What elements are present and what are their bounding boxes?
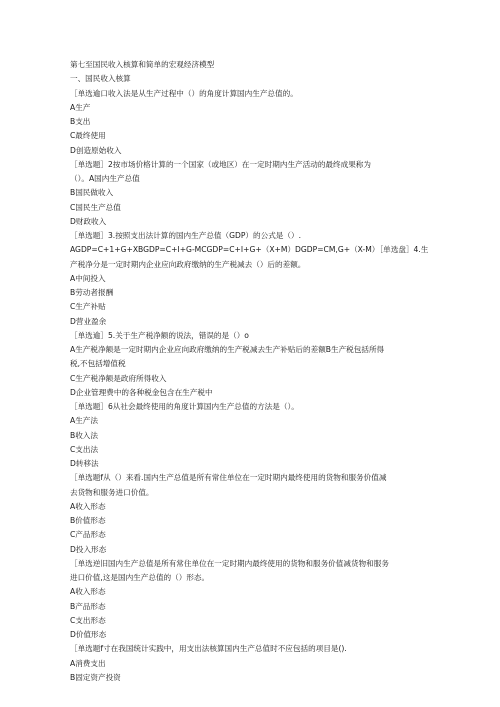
text-line: A生产 [70, 102, 91, 112]
text-line: ［单选逾口收入法是从生产过程中（）的角度计算国内生产总值的。 [70, 88, 298, 98]
document-page [70, 58, 435, 685]
section-heading: 一、国民收入核算 [70, 74, 131, 84]
text-line: AGDP=C+1+G+XBGDP=C+I+G-MCGDP=C+I+G+（X+M）DGDP=CM,G+（X-M）［单选盘］4.生 [70, 245, 429, 255]
text-line: C生产税净额是政府所得收入 [70, 373, 167, 383]
document-body [70, 87, 435, 686]
text-line: B价值形态 [70, 516, 106, 525]
text-line: B国民做收入 [70, 188, 114, 198]
text-line: A生产税净额是一定时期内企业应向政府缴纳的生产税减去生产补贴后的差额B生产税包括所得 [70, 345, 385, 354]
text-line: B劳动者报酬 [70, 288, 114, 297]
text-line: B固定资产投资 [70, 672, 121, 682]
text-line: C国民生产总值 [70, 202, 121, 212]
text-line: A消费支出 [70, 658, 106, 668]
text-line: C支出形态 [70, 615, 106, 625]
text-line: D创造原始收入 [70, 145, 122, 155]
text-line: D企业管理费中的各种税金包含在生产税中 [70, 387, 213, 397]
text-line: 产税净分是一定时期内企业应向政府缴纳的生产税减去（）后的差额。 [70, 259, 306, 269]
text-line: ［单选题］3.按照支出法计算的国内生产总值（GDP）的公式是（）. [70, 231, 301, 240]
text-line: 税,不包括增值税 [70, 359, 126, 369]
text-line: 进口价值,这是国内生产总值的（）形态。 [70, 573, 210, 582]
text-line: D转移法 [70, 459, 99, 468]
text-line: ［单选题］6从社会最终使用的角度计算国内生产总值的方法是（）。 [70, 402, 299, 411]
document-title: 第七至国民收入核算和简单的宏观经济模型 [70, 60, 215, 69]
text-line: C支出法 [70, 444, 99, 454]
text-line: ［单选题f寸在我国统计实践中，用支出法核算国内生产总值时不应包括的项目是(). [70, 644, 347, 654]
text-line: A收入形态 [70, 501, 106, 511]
text-line: ［单选逾］5.关于生产税净额的说法，错误的是（）o [70, 330, 249, 340]
text-line: B产品形态 [70, 601, 106, 611]
text-line: （）。A国内生产总值 [70, 174, 140, 183]
text-line: D营业盈余 [70, 316, 107, 326]
text-line: A生产法 [70, 416, 98, 426]
text-line: 去货物和服务进口价值。 [70, 487, 154, 497]
text-line: A收入形态 [70, 587, 106, 597]
text-line: ［单选题f从（）来看.国内生产总值是所有常住单位在一定时期内最终使用的货物和服务价值减 [70, 473, 387, 483]
text-line: C生产补贴 [70, 302, 106, 312]
text-line: B支出 [70, 117, 91, 126]
text-line: D财政收入 [70, 216, 107, 226]
text-line: C最终使用 [70, 131, 106, 141]
text-line: D投入形态 [70, 544, 107, 554]
text-line: A中间投入 [70, 273, 106, 283]
text-line: D价值形态 [70, 630, 107, 639]
text-line: ［单选题］2按市场价格计算的一个国家（或地区）在一定时期内生产活动的最终成果称为 [70, 159, 371, 169]
text-line: B收入法 [70, 430, 98, 440]
text-line: C产品形态 [70, 530, 106, 540]
text-line: ［单选逆旧国内生产总值是所有常住单位在一定时期内最终使用的货物和服务价值减货物和服务 [70, 558, 389, 568]
